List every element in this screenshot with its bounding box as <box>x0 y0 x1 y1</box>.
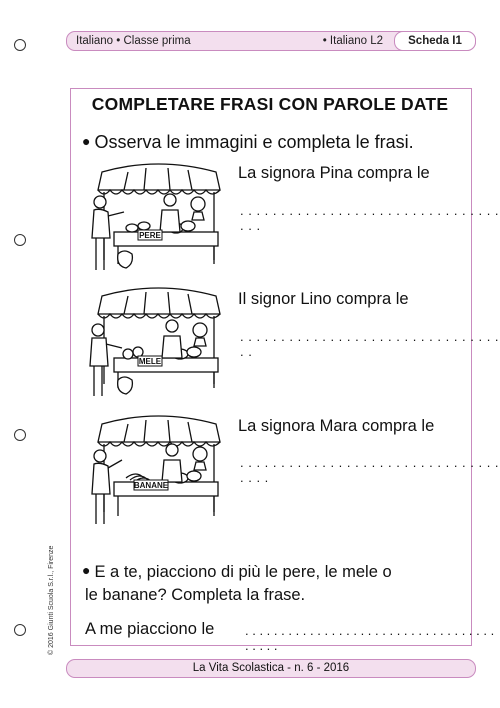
header-subject: Italiano • Classe prima <box>76 35 191 47</box>
copyright-notice: © 2016 Giunti Scuola S.r.l., Firenze <box>48 545 55 655</box>
punch-hole-upper <box>14 234 26 246</box>
answer-line-2[interactable]: . . . . . . . . . . . . . . . . . . . . . . . . . . . . . . . . . . <box>240 329 500 359</box>
footer-bar: La Vita Scolastica - n. 6 - 2016 <box>66 659 476 678</box>
final-answer-line[interactable]: . . . . . . . . . . . . . . . . . . . . . . . . . . . . . . . . . . . . . . . . <box>245 623 495 653</box>
market-stall-illustration-bananas <box>88 412 226 532</box>
sentence-1: La signora Pina compra le <box>238 164 430 182</box>
market-stall-illustration-pears <box>88 160 226 280</box>
bullet-icon: ● <box>82 133 91 149</box>
header-bar <box>66 31 476 51</box>
punch-hole-top <box>14 39 26 51</box>
market-stall-illustration-apples <box>88 284 226 404</box>
stall-sign-bananas: BANANE <box>133 481 169 490</box>
instruction <box>82 132 414 153</box>
header-sheet-tab: Scheda I1 <box>394 31 476 51</box>
punch-hole-lower <box>14 429 26 441</box>
final-question-line-2: le banane? Completa la frase. <box>85 586 306 604</box>
worksheet-title: COMPLETARE FRASI CON PAROLE DATE <box>91 94 449 114</box>
sentence-2: Il signor Lino compra le <box>238 290 409 308</box>
bullet-icon: ● <box>82 562 91 578</box>
instruction-text: Osserva le immagini e completa le frasi. <box>94 132 414 152</box>
punch-hole-bottom <box>14 624 26 636</box>
final-question-line-1: E a te, piacciono di più le pere, le mele o <box>94 563 392 581</box>
stall-sign-pears: PERE <box>139 231 161 240</box>
final-answer-prefix: A me piacciono le <box>85 620 215 638</box>
answer-line-3[interactable]: . . . . . . . . . . . . . . . . . . . . . . . . . . . . . . . . . . . . <box>240 455 500 485</box>
answer-line-1[interactable]: . . . . . . . . . . . . . . . . . . . . . . . . . . . . . . . . . . . <box>240 203 500 233</box>
header-course: • Italiano L2 <box>322 35 383 47</box>
final-question <box>82 563 392 582</box>
stall-sign-apples: MELE <box>138 357 162 366</box>
sentence-3: La signora Mara compra le <box>238 417 435 435</box>
